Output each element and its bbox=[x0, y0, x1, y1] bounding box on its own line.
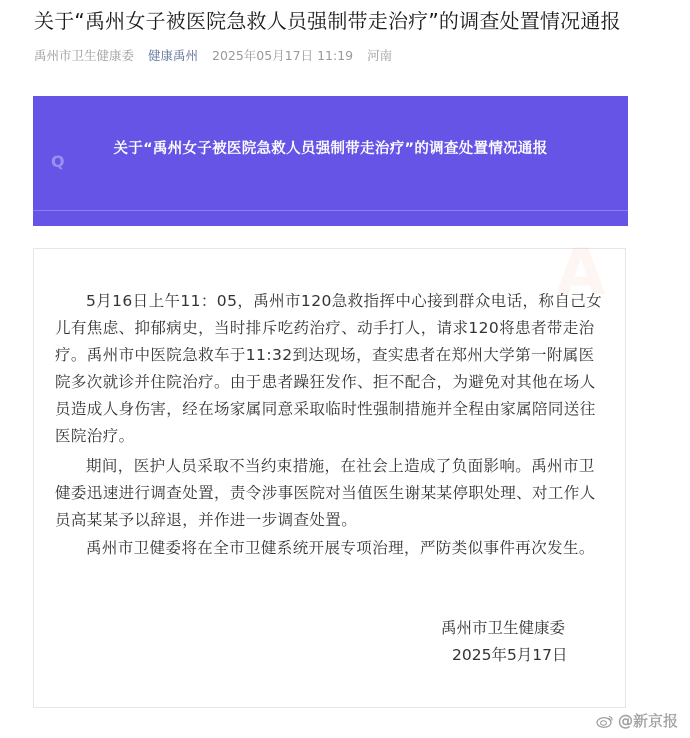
weibo-icon bbox=[596, 714, 614, 728]
notice-paragraph-3: 禹州市卫健委将在全市卫健系统开展专项治理，严防类似事件再次发生。 bbox=[86, 539, 595, 557]
source-watermark bbox=[596, 710, 678, 731]
article-meta bbox=[34, 46, 402, 64]
banner-title: 关于“禹州女子被医院急救人员强制带走治疗”的调查处置情况通报 bbox=[113, 141, 548, 157]
author-name: 禹州市卫生健康委 bbox=[34, 48, 135, 63]
notice-date: 2025年5月17日 bbox=[452, 646, 568, 664]
notice-paragraph-1: 5月16日上午11：05，禹州市120急救指挥中心接到群众电话，称自己女儿有焦虑、抑郁病史，当时排斥吃药治疗、动手打人，请求120将患者带走治疗。禹州市中医院急救车于11:32到达现场，查实患者在郑州大学第一附属医院多次就诊并住院治疗。由于患者躁狂发作、拒不配合，为避免对其他在场人员造成人身伤害，经在场家属同意采取临时性强制措施并全程由家属陪同送往医院治疗。 bbox=[55, 292, 603, 445]
decorative-a-icon: A bbox=[556, 236, 606, 310]
account-link[interactable]: 健康禹州 bbox=[148, 48, 199, 63]
banner-logo-icon: Q bbox=[51, 152, 65, 171]
publish-datetime: 2025年05月17日 11:19 bbox=[212, 48, 354, 63]
publish-location: 河南 bbox=[367, 48, 393, 63]
page-title: 关于“禹州女子被医院急救人员强制带走治疗”的调查处置情况通报 bbox=[34, 9, 621, 33]
banner-divider bbox=[33, 210, 628, 211]
watermark-text: @新京报 bbox=[618, 712, 679, 730]
header-banner bbox=[33, 96, 628, 226]
notice-paragraph-2: 期间，医护人员采取不当约束措施，在社会上造成了负面影响。禹州市卫健委迅速进行调查处置，责令涉事医院对当值医生谢某某停职处理、对工作人员高某某予以辞退，并作进一步调查处置。 bbox=[55, 457, 596, 529]
notice-signature: 禹州市卫生健康委 bbox=[441, 619, 566, 637]
